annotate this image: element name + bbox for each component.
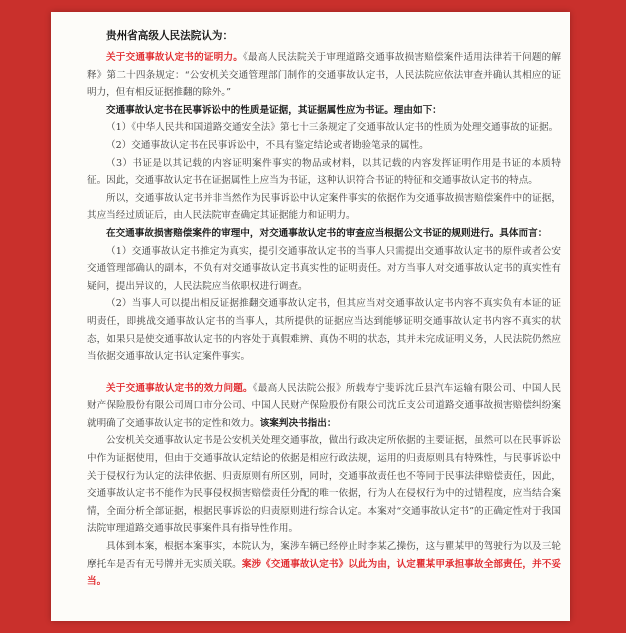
red-emphasis-finding: 案涉《交通事故认定书》以此为由，认定瞿某甲承担事故全部责任，并不妥当。 [87, 558, 562, 588]
paragraph-text: 具体到本案，根据本案事实，本院认为，案涉车辆已经停止时李某乙操伤，这与瞿某甲的驾驶行为以及三轮摩托车是否有无号牌并无实质关联。 [87, 541, 561, 570]
paragraph-conclusion: 所以，交通事故认定书并非当然作为民事诉讼中认定案件事实的依据作为交通事故损害赔偿案件中的证据，其应当经过质证后，由人民法院审查确定其证据能力和证明力。 [87, 192, 561, 222]
paragraph-text: 《最高人民法院公报》所载寿宁斐诉沈丘县汽车运输有限公司、中国人民财产保险股份有限公司周口市分公司、中国人民财产保险股份有限公司沈丘支公司道路交通事故损害赔偿纠纷案就明确了交通事故认定书的定性和效力。 [87, 382, 562, 429]
paragraph-nature-documentary-evidence: 交通事故认定书在民事诉讼中的性质是证据，其证据属性应为书证。理由如下： [106, 104, 442, 116]
paragraph-this-case [87, 538, 561, 591]
court-heading: 贵州省高级人民法院认为： [106, 30, 234, 42]
red-emphasis-evidentiary-force: 关于交通事故认定书的证明力。 [106, 52, 244, 63]
rule-1: （1）交通事故认定书推定为真实，提引交通事故认定书的当事人只需提出交通事故认定书的原件或者公安交通管理部确认的副本，不负有对交通事故认定书真实性的证明责任。对方当事人对交通事故认定书的真实性有疑问，提出异议的，人民法院应当依职权进行调查。 [87, 245, 561, 292]
document-body [87, 27, 561, 591]
red-emphasis-effect: 关于交通事故认定书的效力问题。 [106, 382, 253, 394]
rule-2: （2）当事人可以提出相反证据推翻交通事故认定书，但其应当对交通事故认定书内容不真实负有本证的证明责任，即挑战交通事故认定书的当事人，其所提供的证据应当达到能够证明交通事故认定书内容不真实的状态，如果只是使交通事故认定书的内容处于真假难辨、真伪不明的状态，其并未完成证明义务，人民法院仍然应当依据交通事故认定书认定案件事实。 [87, 298, 561, 363]
paragraph-review-rules: 在交通事故损害赔偿案件的审理中，对交通事故认定书的审查应当根据公文书证的规则进行。具体而言： [106, 227, 548, 239]
paragraph-text: 《最高人民法院关于审理道路交通事故损害赔偿案件适用法律若干问题的解释》第二十四条规定：“公安机关交通管理部门制作的交通事故认定书，人民法院应依法审查并确认其相应的证明力，但有相反证据推翻的除外。” [87, 52, 562, 99]
paragraph-effect [87, 380, 561, 433]
reason-3: （3）书证是以其记载的内容证明案件事实的物品或材料，以其记载的内容发挥证明作用是书证的本质特征。因此，交通事故认定书在证据属性上应当为书证，这种认识符合书证的特征和交通事故认定书的特点。 [87, 157, 561, 187]
reason-1: （1）《中华人民共和国道路交通安全法》第七十三条规定了交通事故认定书的性质为处理交通事故的证据。 [106, 122, 559, 134]
bold-judgment-note: 该案判决书指出： [259, 417, 337, 429]
document-page [51, 12, 570, 621]
paragraph-evidentiary-force [87, 49, 561, 102]
paragraph-gap [87, 366, 561, 380]
paragraph-judgment-quote: 公安机关交通事故认定书是公安机关处理交通事故，做出行政决定所依据的主要证据，虽然可以在民事诉讼中作为证据使用，但由于交通事故认定结论的依据是相应行政法规，运用的归责原则具有特殊性，与民事诉讼中关于侵权行为认定的法律依据、归责原则有所区别，同时，交通事故责任也不等同于民事法律赔偿责任，因此，交通事故认定书不能作为民事侵权损害赔偿责任分配的唯一依据，行为人在侵权行为中的过错程度，应当结合案情，全面分析全部证据，根据民事诉讼的归责原则进行综合认定。本案对“交通事故认定书”的正确定性对于我国法院审理道路交通事故民事案件具有指导性作用。 [87, 435, 561, 535]
reason-2: （2）交通事故认定书在民事诉讼中，不具有鉴定结论或者勘验笔录的属性。 [106, 139, 429, 151]
